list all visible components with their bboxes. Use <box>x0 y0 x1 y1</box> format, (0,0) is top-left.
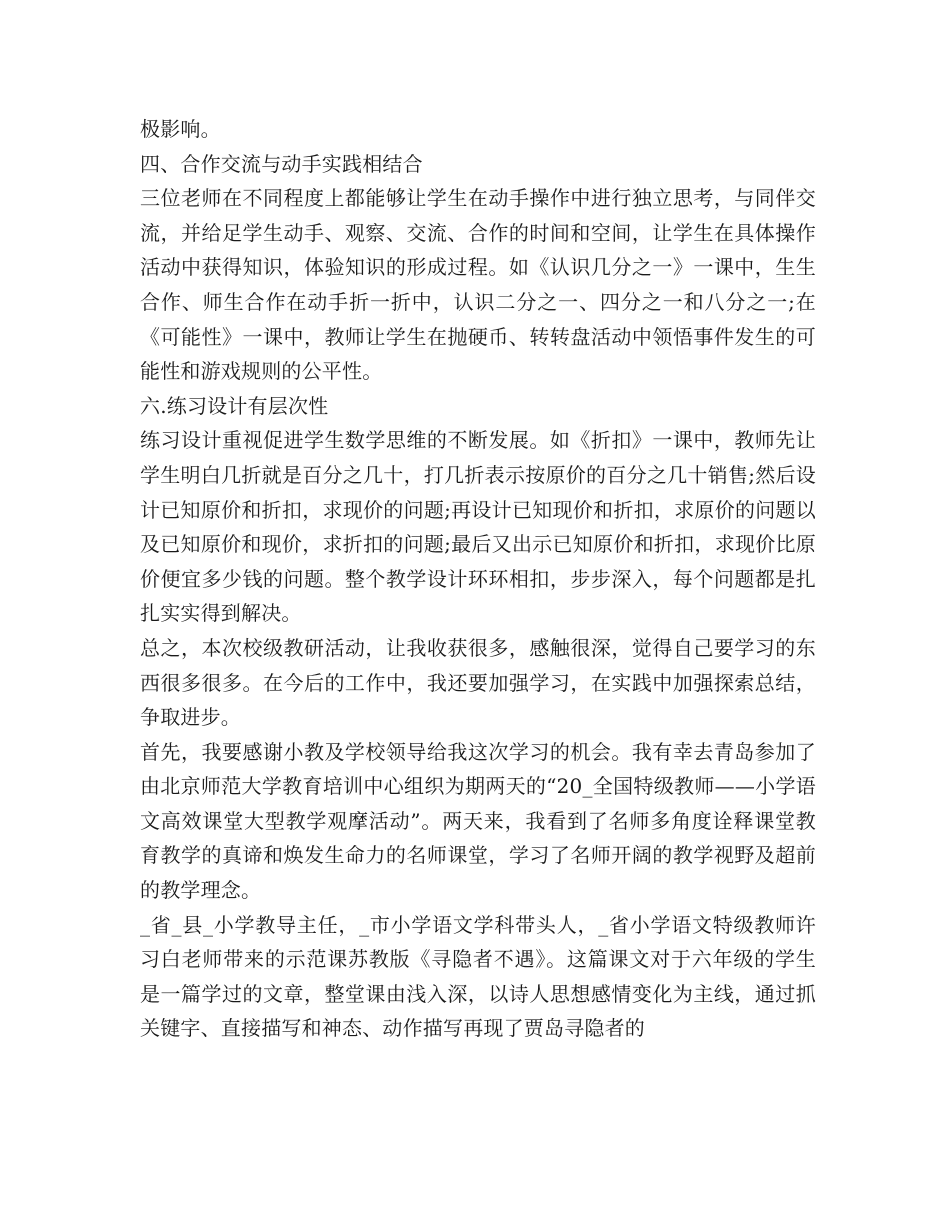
paragraph-exercise: 练习设计重视促进学生数学思维的不断发展。如《折扣》一课中，教师先让学生明白几折就是百分之几十，打几折表示按原价的百分之几十销售;然后设计已知原价和折扣，求现价的问题;再设计已知现价和折扣，求原价的问题以及已知原价和现价，求折扣的问题;最后又出示已知原价和折扣，求现价比原价便宜多少钱的问题。整个教学设计环环相扣，步步深入，每个问题都是扎扎实实得到解决。 <box>140 428 816 626</box>
paragraph-demo-lesson: _省_县_小学教导主任，_市小学语文学科带头人，_省小学语文特级教师许习白老师带来的示范课苏教版《寻隐者不遇》。这篇课文对于六年级的学生是一篇学过的文章，整堂课由浅入深，以诗人思想感情变化为主线，通过抓关键字、直接描写和神态、动作描写再现了贾岛寻隐者的 <box>140 912 816 1041</box>
document-body <box>140 112 816 1046</box>
paragraph-gratitude: 首先，我要感谢小教及学校领导给我这次学习的机会。我有幸去青岛参加了由北京师范大学教育培训中心组织为期两天的“20_全国特级教师——小学语文高效课堂大型教学观摩活动”。两天来，我看到了名师多角度诠释课堂教育教学的真谛和焕发生命力的名师课堂，学习了名师开阔的教学视野及超前的教学理念。 <box>140 739 816 903</box>
paragraph-summary: 总之，本次校级教研活动，让我收获很多，感触很深，觉得自己要学习的东西很多很多。在今后的工作中，我还要加强学习，在实践中加强探索总结，争取进步。 <box>140 635 816 730</box>
paragraph-continuation: 极影响。 <box>140 117 221 141</box>
section-heading-cooperation: 四、合作交流与动手实践相结合 <box>140 151 423 176</box>
section-heading-exercise: 六.练习设计有层次性 <box>140 393 329 418</box>
paragraph-cooperation: 三位老师在不同程度上都能够让学生在动手操作中进行独立思考，与同伴交流，并给足学生动手、观察、交流、合作的时间和空间，让学生在具体操作活动中获得知识，体验知识的形成过程。如《认识几分之一》一课中，生生合作、师生合作在动手折一折中，认识二分之一、四分之一和八分之一;在《可能性》一课中，教师让学生在抛硬币、转转盘活动中领悟事件发生的可能性和游戏规则的公平性。 <box>140 186 816 384</box>
